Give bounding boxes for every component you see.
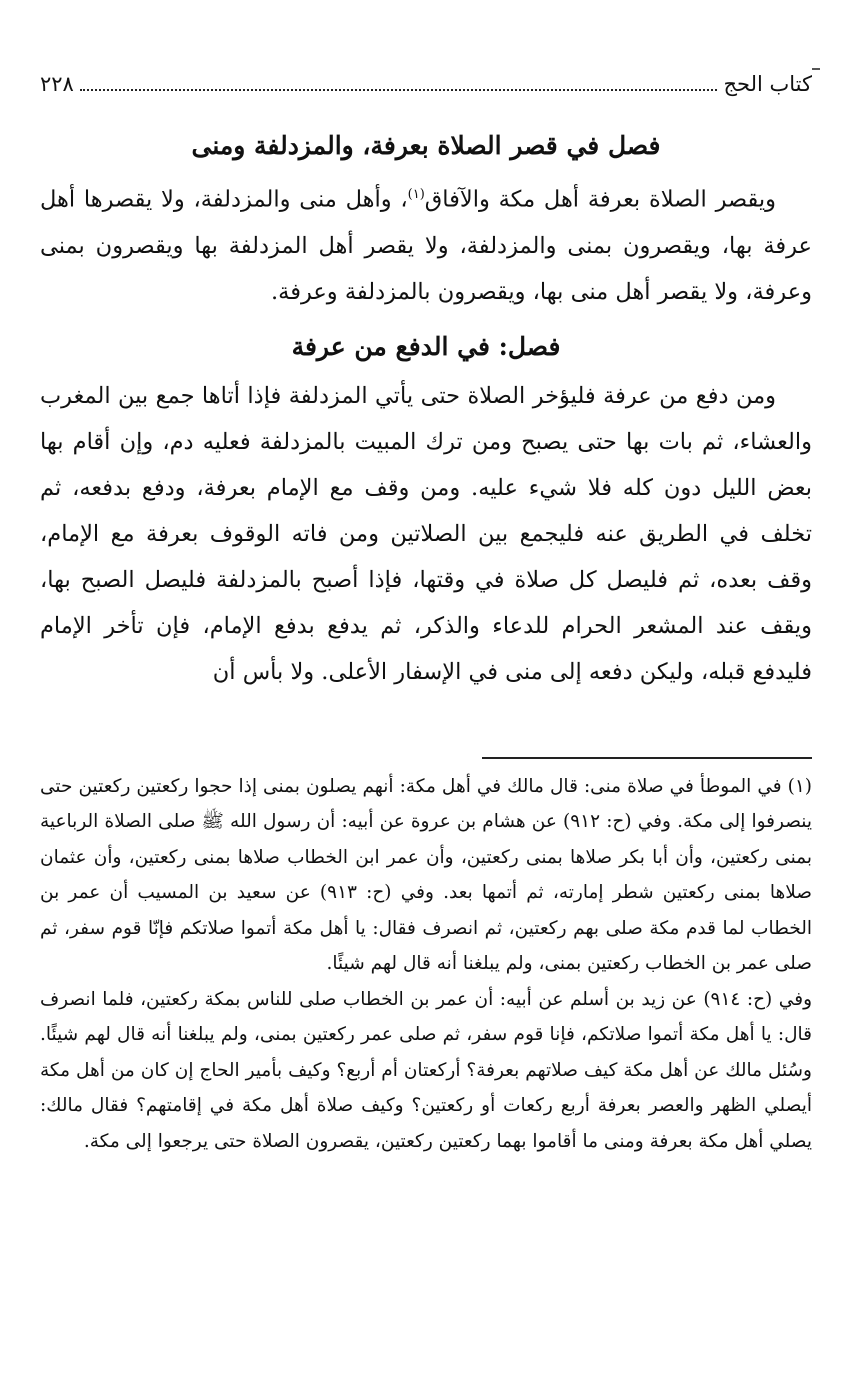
footnote-reference[interactable]: (١) bbox=[407, 187, 425, 202]
header-dot-leader bbox=[80, 89, 718, 91]
paragraph-text-end: ، وأهل منى والمزدلفة، ولا يقصرها أهل عرفة بها، ويقصرون بمنى والمزدلفة، ولا يقصر أهل المزدلفة بها ويقصرون بمنى وعرفة، ولا يقصر أهل منى بها، ويقصرون بالمزدلفة وعرفة. bbox=[40, 186, 812, 305]
footnote-1-part1 bbox=[40, 769, 812, 982]
footnote-number: (١) bbox=[787, 775, 812, 797]
section-paragraph-dafa: ومن دفع من عرفة فليؤخر الصلاة حتى يأتي المزدلفة فإذا أتاها جمع بين المغرب والعشاء، ثم بات بها حتى يصبح ومن ترك المبيت بالمزدلفة فعليه دم، وإن أقام بها بعض الليل دون كله فلا شيء عليه. ومن وقف مع الإمام بعرفة، ودفع بدفعه، ثم تخلف في الطريق عنه فليجمع بين الصلاتين ومن فاته الوقوف بعرفة مع الإمام، وقف بعده، ثم فليصل كل صلاة في وقتها، فإذا أصبح بالمزدلفة فليصل الصبح بها، ويقف عند المشعر الحرام للدعاء والذكر، ثم يدفع بدفع الإمام، فإن تأخر الإمام فليدفع قبله، وليكن دفعه إلى منى في الإسفار الأعلى. ولا بأس أن bbox=[40, 382, 812, 685]
paragraph-text-start: ويقصر الصلاة بعرفة أهل مكة والآفاق bbox=[424, 186, 776, 213]
section-heading-dafa: فصل: في الدفع من عرفة bbox=[291, 331, 561, 361]
book-title: كتاب الحج bbox=[723, 72, 812, 96]
footnote-1-text: في الموطأ في صلاة منى: قال مالك في أهل مكة: أنهم يصلون بمنى إذا حجوا ركعتين ركعتين حتى ينصرفوا إلى مكة. وفي (ح: ٩١٢) عن هشام بن عروة عن أبيه: أن رسول الله ﷺ صلى الصلاة الرباعية بمنى ركعتين، وأن أبا بكر صلاها بمنى ركعتين، وأن عمر ابن الخطاب صلاها بمنى ركعتين، وأن عثمان صلاها بمنى ركعتين شطر إمارته، ثم أتمها بعد. وفي (ح: ٩١٣) عن سعيد بن المسيب أن عمر بن الخطاب لما قدم مكة صلى بهم ركعتين، ثم انصرف فقال: يا أهل مكة أتموا صلاتكم فإنّا قوم سفر، ثم صلى عمر بن الخطاب ركعتين بمنى، ولم يبلغنا أنه قال لهم شيئًا. bbox=[40, 775, 812, 974]
footnote-1-part2: وفي (ح: ٩١٤) عن زيد بن أسلم عن أبيه: أن عمر بن الخطاب صلى للناس بمكة ركعتين، فلما انصرف قال: يا أهل مكة أتموا صلاتكم، فإنا قوم سفر، ثم صلى عمر ركعتين بمنى، ولم يبلغنا أنه قال لهم شيئًا. وسُئل مالك عن أهل مكة كيف صلاتهم بعرفة؟ أركعتان أم أربع؟ وكيف بأمير الحاج إن كان من أهل مكة أيصلي الظهر والعصر بعرفة أربع ركعات أو ركعتين؟ وكيف صلاة أهل مكة في إقامتهم؟ فقال مالك: يصلي أهل مكة بعرفة ومنى ما أقاموا بهما ركعتين ركعتين، يقصرون الصلاة حتى يرجعوا إلى مكة. bbox=[40, 988, 812, 1152]
section-paragraph-qasr bbox=[40, 172, 812, 315]
footnotes-block bbox=[40, 769, 812, 1160]
running-header bbox=[40, 70, 812, 98]
footnote-separator bbox=[482, 757, 812, 759]
page-edge-mark bbox=[812, 68, 820, 70]
book-page bbox=[40, 70, 812, 1350]
page-number: ٢٢٨ bbox=[40, 72, 74, 96]
section-heading-qasr: فصل في قصر الصلاة بعرفة، والمزدلفة ومنى bbox=[191, 131, 661, 160]
